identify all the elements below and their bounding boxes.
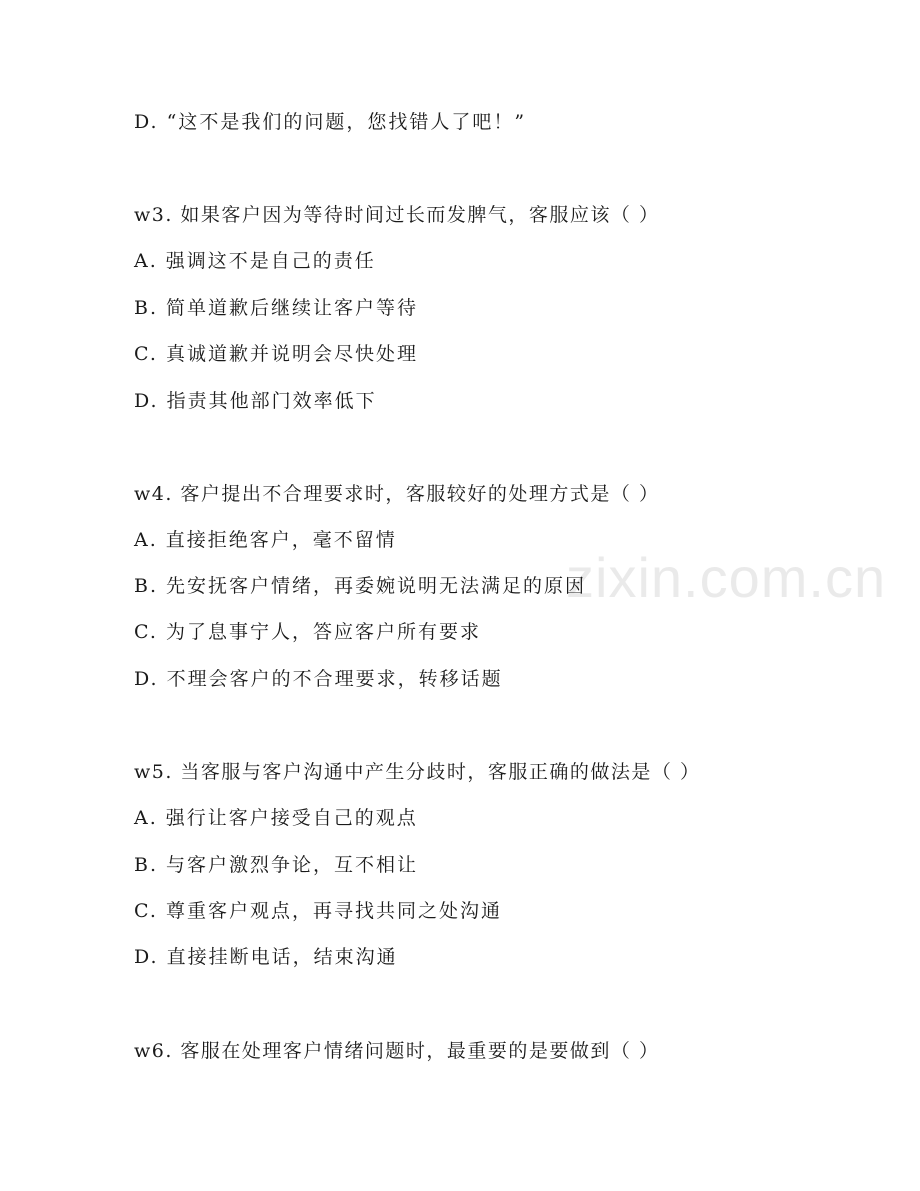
q2-option-d: D. “这不是我们的问题，您找错人了吧！” xyxy=(134,111,527,133)
question-w4-option-d: D. 不理会客户的不合理要求，转移话题 xyxy=(134,668,503,690)
question-w3-option-c: C. 真诚道歉并说明会尽快处理 xyxy=(134,343,418,365)
question-w4-stem: w4. 客户提出不合理要求时，客服较好的处理方式是（ ） xyxy=(134,483,660,505)
question-w4-option-b: B. 先安抚客户情绪，再委婉说明无法满足的原因 xyxy=(134,575,587,597)
question-w3-option-b: B. 简单道歉后继续让客户等待 xyxy=(134,297,419,319)
question-w5-option-c: C. 尊重客户观点，再寻找共同之处沟通 xyxy=(134,900,502,922)
question-w5-option-b: B. 与客户激烈争论，互不相让 xyxy=(134,854,419,876)
question-w4-option-c: C. 为了息事宁人，答应客户所有要求 xyxy=(134,621,481,643)
question-w3-stem: w3. 如果客户因为等待时间过长而发脾气，客服应该（ ） xyxy=(134,204,660,226)
watermark-text: zixin.com.cn xyxy=(566,546,887,609)
question-w3-option-a: A. 强调这不是自己的责任 xyxy=(134,250,376,272)
question-w3-option-d: D. 指责其他部门效率低下 xyxy=(134,390,377,412)
question-w4-option-a: A. 直接拒绝客户，毫不留情 xyxy=(134,529,397,551)
question-w5-option-d: D. 直接挂断电话，结束沟通 xyxy=(134,946,398,968)
question-w5-stem: w5. 当客服与客户沟通中产生分歧时，客服正确的做法是（ ） xyxy=(134,761,701,783)
question-w6-stem: w6. 客服在处理客户情绪问题时，最重要的是要做到（ ） xyxy=(134,1040,660,1062)
question-w5-option-a: A. 强行让客户接受自己的观点 xyxy=(134,807,418,829)
